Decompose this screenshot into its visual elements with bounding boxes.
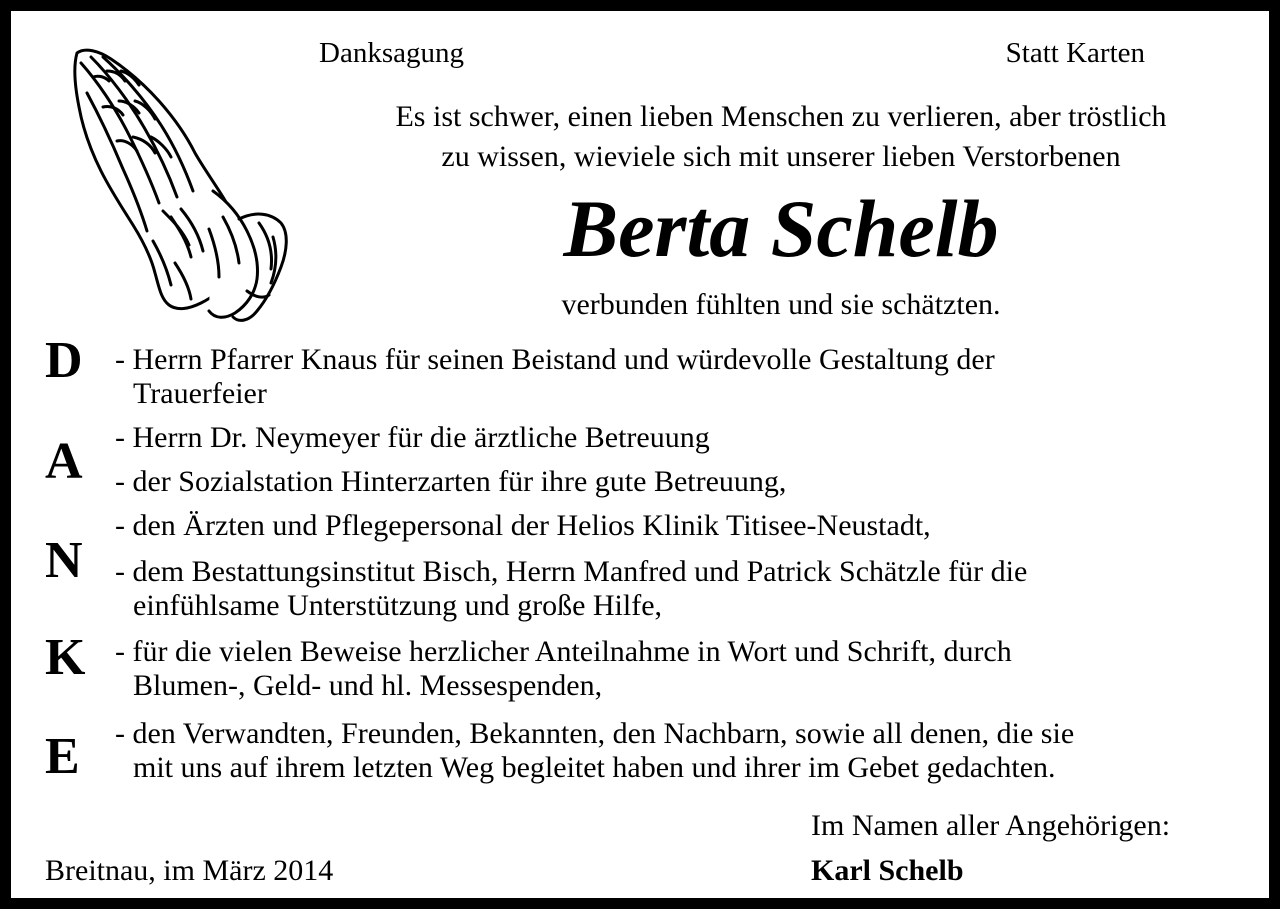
thanks-line: - Herrn Pfarrer Knaus für seinen Beistand und würdevolle Gestaltung der — [115, 343, 995, 376]
thanks-item — [115, 717, 1074, 785]
intro-line: Es ist schwer, einen lieben Menschen zu verlieren, aber tröstlich — [395, 100, 1167, 133]
thanks-item — [115, 635, 1012, 703]
intro-line: zu wissen, wieviele sich mit unserer lieben Verstorbenen — [441, 140, 1121, 173]
thanks-line: mit uns auf ihrem letzten Weg begleitet haben und ihrer im Gebet gedachten. — [133, 751, 1056, 784]
header-note: Statt Karten — [1005, 37, 1145, 69]
danke-letter: E — [45, 728, 80, 785]
thanks-line: - den Ärzten und Pflegepersonal der Helios Klinik Titisee-Neustadt, — [115, 509, 931, 542]
signature-intro: Im Namen aller Angehörigen: — [811, 809, 1171, 842]
thanks-item — [115, 343, 995, 411]
thanks-line: Trauerfeier — [133, 377, 267, 410]
danke-letter: D — [45, 332, 83, 389]
danke-letter: N — [45, 532, 83, 589]
thanks-line: einfühlsame Unterstützung und große Hilfe, — [133, 589, 663, 622]
deceased-name: Berta Schelb — [563, 183, 999, 274]
thanks-item — [115, 421, 710, 455]
header-title: Danksagung — [319, 37, 464, 69]
intro-text — [301, 97, 1261, 177]
thanks-line: - der Sozialstation Hinterzarten für ihre gute Betreuung, — [115, 465, 787, 498]
thanks-item — [115, 555, 1027, 623]
thanks-line: - dem Bestattungsinstitut Bisch, Herrn Manfred und Patrick Schätzle für die — [115, 555, 1028, 588]
thanks-item — [115, 465, 786, 499]
danke-letter: A — [45, 433, 83, 490]
after-name-text: verbunden fühlten und sie schätzten. — [561, 288, 1001, 321]
signature-name: Karl Schelb — [811, 854, 964, 887]
thanks-line: - Herrn Dr. Neymeyer für die ärztliche Betreuung — [115, 421, 710, 454]
thanks-line: - für die vielen Beweise herzlicher Anteilnahme in Wort und Schrift, durch — [115, 635, 1012, 668]
praying-hands-icon — [63, 41, 293, 326]
thanks-line: - den Verwandten, Freunden, Bekannten, den Nachbarn, sowie all denen, die sie — [115, 717, 1075, 750]
thanks-item — [115, 509, 931, 543]
place-date: Breitnau, im März 2014 — [45, 854, 334, 887]
thanks-line: Blumen-, Geld- und hl. Messespenden, — [133, 669, 603, 702]
danke-letter: K — [45, 629, 86, 686]
